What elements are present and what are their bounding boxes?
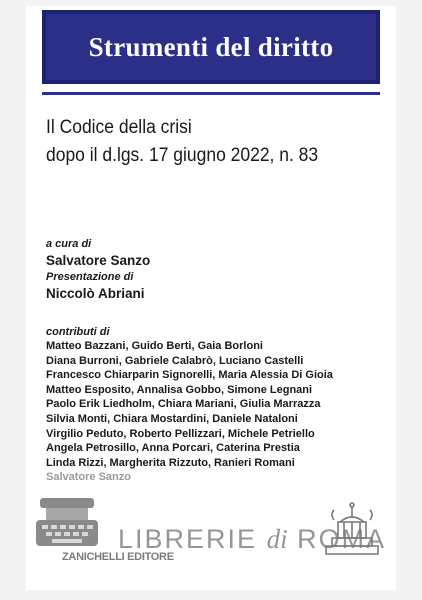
book-title-line-1: Il Codice della crisi: [46, 117, 192, 138]
presentation-name: Niccolò Abriani: [46, 286, 145, 301]
watermark-part-3: ROMA: [297, 524, 387, 554]
credits-block: [46, 238, 376, 485]
contributors-line: Diana Burroni, Gabriele Calabrò, Luciano Castelli: [46, 354, 304, 367]
divider-rule: [42, 92, 380, 95]
contributors-line: Francesco Chiarparin Signorelli, Maria Alessia Di Gioia: [46, 369, 333, 382]
contributors-list: [46, 339, 376, 485]
series-title: Strumenti del diritto: [88, 31, 334, 62]
contributors-line-last: Salvatore Sanzo: [46, 471, 131, 484]
contributors-line: Angela Petrosillo, Anna Porcari, Caterina Prestia: [46, 442, 300, 455]
contributors-line: Matteo Esposito, Annalisa Gobbo, Simone Legnani: [46, 383, 313, 396]
monument-logo-icon: [322, 500, 382, 558]
contributors-line: Paolo Erik Liedholm, Chiara Mariani, Giulia Marrazza: [46, 398, 321, 411]
contributors-line: Matteo Bazzani, Guido Berti, Gaia Borloni: [46, 340, 263, 352]
publisher-name: ZANICHELLI EDITORE: [62, 551, 174, 563]
book-title: [46, 114, 359, 170]
editor-name: Salvatore Sanzo: [46, 253, 151, 268]
watermark-part-2: di: [266, 524, 288, 554]
contributors-line: Silvia Monti, Chiara Mostardini, Daniele Nataloni: [46, 412, 298, 425]
book-title-line-2: dopo il d.lgs. 17 giugno 2022, n. 83: [46, 145, 319, 166]
series-banner: [42, 10, 380, 84]
contributors-line: Linda Rizzi, Margherita Rizzuto, Ranieri Romani: [46, 456, 295, 469]
contributors-role: contributi di: [46, 326, 110, 338]
presentation-role: Presentazione di: [46, 271, 134, 283]
editor-role: a cura di: [46, 238, 92, 250]
contributors-line: Virgilio Peduto, Roberto Pellizzari, Michele Petriello: [46, 427, 315, 440]
typewriter-logo-icon: [32, 492, 102, 556]
spacer: [46, 304, 376, 322]
watermark-part-1: LIBRERIE: [118, 524, 258, 554]
